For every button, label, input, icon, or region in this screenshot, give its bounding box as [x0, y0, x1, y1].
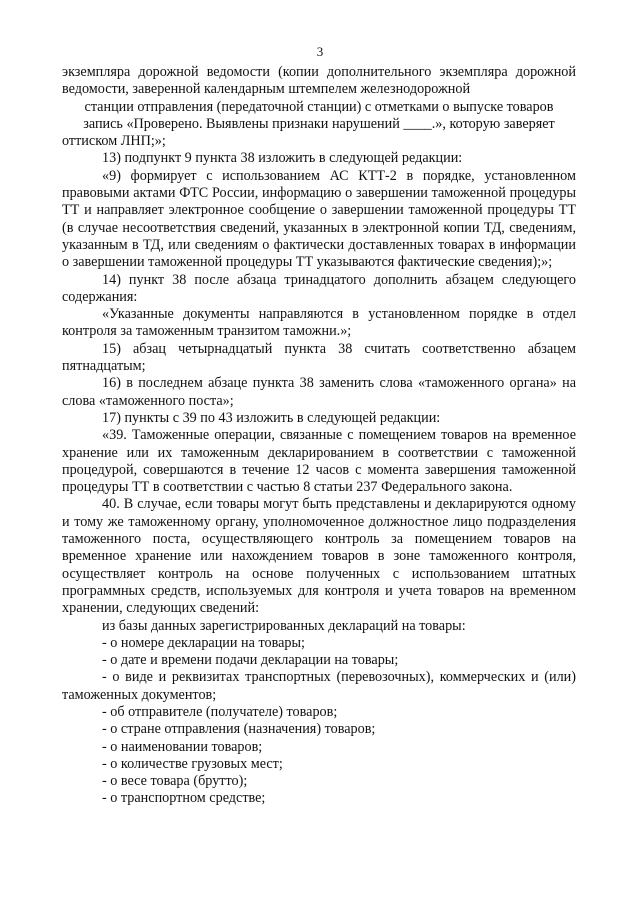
paragraph: 40. В случае, если товары могут быть представлены и декларируются одному и тому же таможенному органу, уполномоченное должностное лицо подразделения таможенного поста, осуществляющего контроль за помещением товаров на временное хранение или нахождением товаров в зоне таможенного контроля, осуществляет контроль на основе полученных с использованием штатных программных средств, используемых для контроля и учета товаров на временном хранении, следующих сведений: — [62, 496, 576, 617]
paragraph: оттиском ЛНП;»; — [62, 133, 166, 150]
paragraph: 17) пункты с 39 по 43 изложить в следующей редакции: — [102, 409, 441, 426]
paragraph: 16) в последнем абзаце пункта 38 заменить слова «таможенного органа» на слова «таможенного поста»; — [62, 375, 576, 409]
list-item: - о дате и времени подачи декларации на товары; — [102, 652, 399, 669]
paragraph: станции отправления (передаточной станции) с отметками о выпуске товаров — [84, 98, 554, 115]
list-item: - об отправителе (получателе) товаров; — [102, 703, 338, 720]
paragraph: «39. Таможенные операции, связанные с помещением товаров на временное хранение или их таможенным декларированием в соответствии с таможенной процедурой, совершаются в течение 12 часов с момента завершения таможенной процедуры ТТ в соответствии с частью 8 статьи 237 Федерального закона. — [62, 427, 576, 496]
paragraph: из базы данных зарегистрированных деклараций на товары: — [102, 617, 466, 634]
list-item: - о транспортном средстве; — [102, 790, 266, 807]
paragraph: «9) формирует с использованием АС КТТ-2 в порядке, установленном правовыми актами ФТС России, информацию о завершении таможенной процедуры ТТ и направляет электронное сообщение о завершении таможенной процедуры ТТ (в случае несоответствия сведений, указанных в электронной копии ТД, сведениям, указанным в ТД, или сведениям о фактически доставленных товарах в информации о завершении таможенной процедуры ТТ указываются фактические сведения);»; — [62, 167, 576, 271]
document-body — [62, 64, 576, 808]
paragraph: 13) подпункт 9 пункта 38 изложить в следующей редакции: — [102, 150, 463, 167]
paragraph: «Указанные документы направляются в установленном порядке в отдел контроля за таможенным транзитом таможни.»; — [62, 306, 576, 340]
list-item: - о номере декларации на товары; — [102, 634, 305, 651]
paragraph: 14) пункт 38 после абзаца тринадцатого дополнить абзацем следующего содержания: — [62, 271, 576, 305]
list-item: - о виде и реквизитах транспортных (перевозочных), коммерческих и (или) таможенных документов; — [62, 669, 576, 703]
paragraph: 15) абзац четырнадцатый пункта 38 считать соответственно абзацем пятнадцатым; — [62, 340, 576, 375]
list-item: - о наименовании товаров; — [102, 738, 263, 755]
paragraph: экземпляра дорожной ведомости (копии дополнительного экземпляра дорожной ведомости, заверенной календарным штемпелем железнодорожной — [62, 64, 576, 98]
page-number: 3 — [316, 44, 324, 59]
paragraph: запись «Проверено. Выявлены признаки нарушений ____.», которую заверяет — [83, 115, 555, 132]
list-item: - о количестве грузовых мест; — [102, 755, 283, 772]
list-item: - о весе товара (брутто); — [102, 773, 248, 790]
list-item: - о стране отправления (назначения) товаров; — [102, 721, 376, 738]
